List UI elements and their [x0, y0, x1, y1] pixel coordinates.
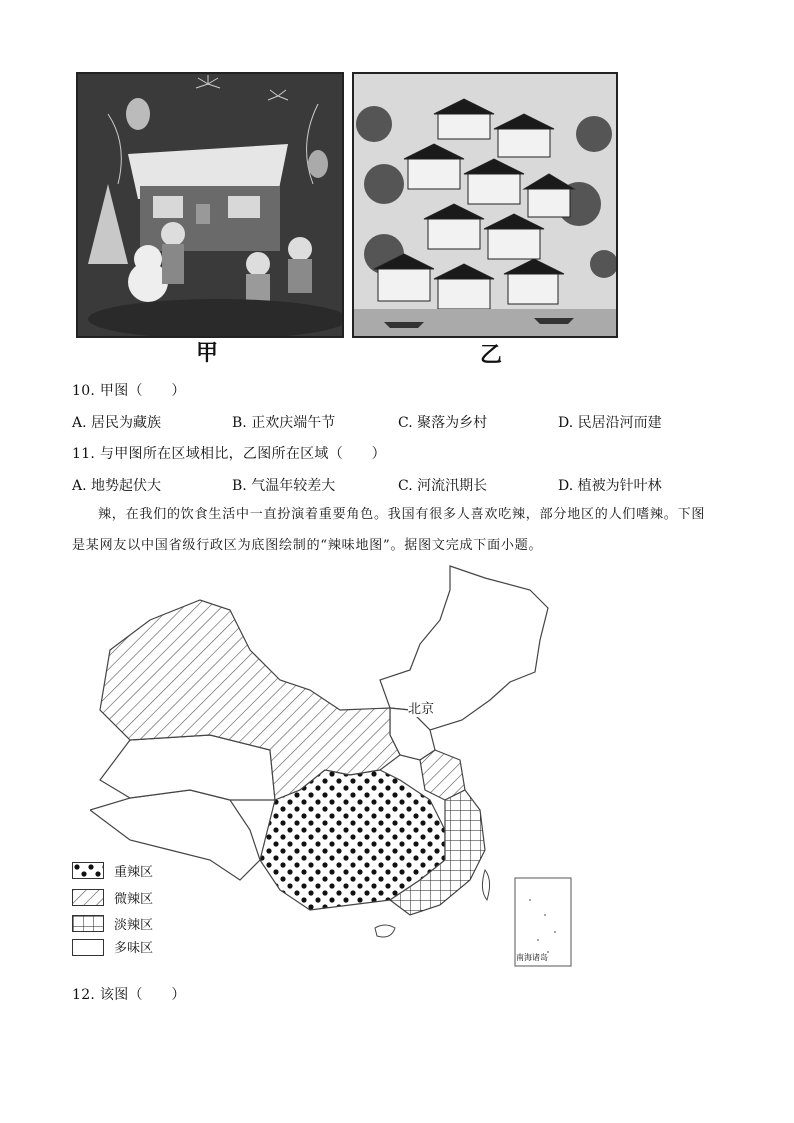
q11-option-d: D. 植被为针叶林: [558, 478, 662, 494]
q10-option-a: A. 居民为藏族: [72, 415, 162, 431]
figure-jia-caption: 甲: [196, 341, 219, 366]
water-village-painting-icon: [354, 74, 616, 336]
q10-option-d: D. 民居沿河而建: [558, 415, 662, 431]
legend-swatch-multi: [72, 939, 104, 956]
capital-label: 北京: [408, 698, 434, 717]
inset-label: 南海诸岛: [516, 953, 548, 962]
q11-option-b: B. 气温年较差大: [232, 478, 336, 494]
legend-swatch-mild: [72, 915, 104, 932]
q11-option-a: A. 地势起伏大: [72, 478, 162, 494]
region-light-spicy-east: [420, 750, 465, 800]
figure-jia: [76, 72, 344, 338]
legend-label-multi: 多味区: [114, 941, 154, 956]
passage-line-1: 辣，在我们的饮食生活中一直扮演着重要角色。我国有很多人喜欢吃辣，部分地区的人们嗜辣。下图: [98, 507, 706, 522]
q10-option-b: B. 正欢庆端午节: [232, 415, 336, 431]
q10-option-c: C. 聚落为乡村: [398, 415, 488, 431]
legend-label-heavy: 重辣区: [114, 865, 154, 880]
legend-label-light: 微辣区: [114, 892, 154, 907]
region-northeast: [380, 566, 548, 730]
region-taiwan: [482, 870, 489, 900]
question-10-stem: 10. 甲图（ ）: [72, 383, 186, 399]
question-12-stem: 12. 该图（ ）: [72, 987, 186, 1003]
q11-option-c: C. 河流汛期长: [398, 478, 488, 494]
legend-swatch-heavy: [72, 862, 104, 879]
region-hainan: [375, 925, 395, 937]
figure-yi: [352, 72, 618, 338]
winter-festival-painting-icon: [78, 74, 342, 336]
question-11-stem: 11. 与甲图所在区域相比，乙图所在区域（ ）: [72, 446, 386, 462]
map-legend: [72, 862, 192, 962]
passage-line-2: 是某网友以中国省级行政区为底图绘制的“辣味地图”。据图文完成下面小题。: [72, 538, 543, 553]
legend-swatch-light: [72, 889, 104, 906]
figure-yi-caption: 乙: [480, 343, 503, 368]
legend-label-mild: 淡辣区: [114, 918, 154, 933]
